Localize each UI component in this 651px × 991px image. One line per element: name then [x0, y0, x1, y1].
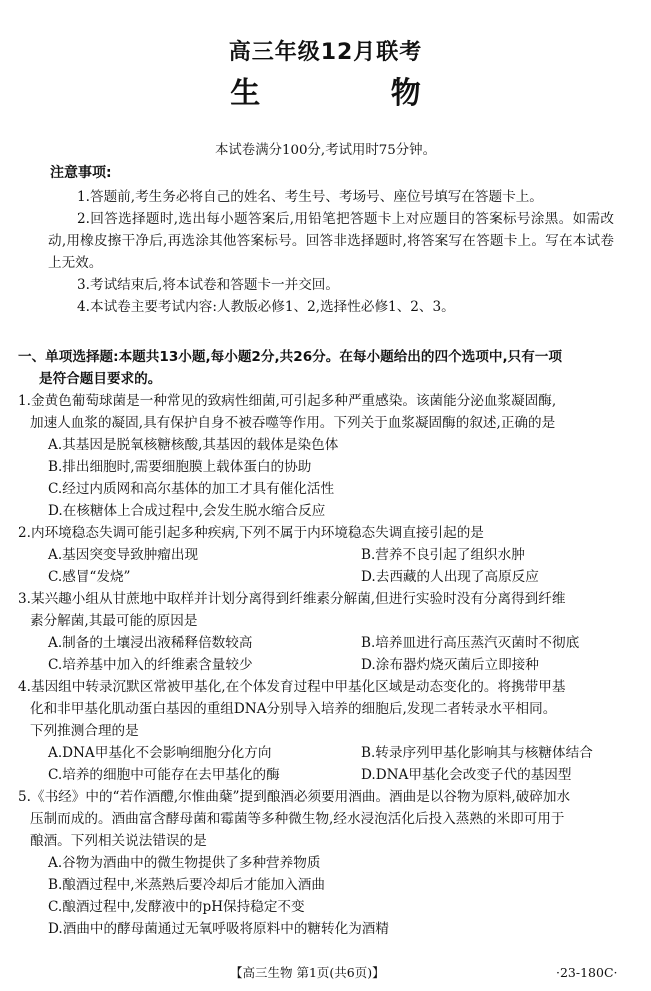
option-row [18, 544, 632, 566]
option-row [18, 742, 632, 764]
option-row [18, 764, 632, 786]
notice-block [48, 162, 614, 318]
option: D.DNA甲基化会改变子代的基因型 [361, 767, 572, 783]
stem-line: 2.内环境稳态失调可能引起多种疾病,下列不属于内环境稳态失调直接引起的是 [18, 525, 484, 541]
section-title-line: 是符合题目要求的。 [39, 371, 162, 387]
stem-line: 素分解菌,其最可能的原因是 [30, 613, 198, 629]
option: B.酿酒过程中,米蒸熟后要冷却后才能加入酒曲 [48, 877, 325, 893]
option: C.感冒“发烧” [48, 569, 131, 585]
exam-meta: 本试卷满分100分,考试用时75分钟。 [215, 143, 436, 158]
notice-heading: 注意事项: [50, 165, 112, 181]
question-stem [18, 588, 632, 632]
section-title [18, 346, 632, 390]
notice-item: 2.回答选择题时,选出每小题答案后,用铅笔把答题卡上对应题目的答案标号涂黑。如需改动,用橡皮擦干净后,再选涂其他答案标号。回答非选择题时,将答案写在答题卡上。写在本试卷上无效。 [48, 211, 614, 271]
question-3 [18, 588, 632, 676]
option: B.排出细胞时,需要细胞膜上载体蛋白的协助 [48, 459, 312, 475]
footer-code: ·23-180C· [556, 965, 618, 980]
question-stem [18, 786, 632, 852]
notice-item: 4.本试卷主要考试内容:人教版必修1、2,选择性必修1、2、3。 [77, 299, 455, 315]
stem-line: 压制而成的。酒曲富含酵母菌和霉菌等多种微生物,经水浸泡活化后投入蒸熟的米即可用于 [30, 811, 565, 827]
question-stem [18, 522, 632, 544]
question-stem [18, 390, 632, 434]
stem-line: 酿酒。下列相关说法错误的是 [30, 833, 207, 849]
option: A.基因突变导致肿瘤出现 [48, 547, 199, 563]
notice-item: 3.考试结束后,将本试卷和答题卡一并交回。 [77, 277, 339, 293]
section-single-choice [18, 346, 632, 940]
question-2 [18, 522, 632, 588]
option: A.其基因是脱氧核糖核酸,其基因的载体是染色体 [48, 437, 339, 453]
stem-line: 5.《书经》中的“若作酒醴,尔惟曲蘖”提到酿酒必须要用酒曲。酒曲是以谷物为原料,破碎加水 [18, 789, 571, 805]
stem-line: 1.金黄色葡萄球菌是一种常见的致病性细菌,可引起多种严重感染。该菌能分泌血浆凝固酶, [18, 393, 557, 409]
stem-line: 3.某兴趣小组从甘蔗地中取样并计划分离得到纤维素分解菌,但进行实验时没有分离得到纤维 [18, 591, 566, 607]
footer-page-info: 【高三生物 第1页(共6页)】 [230, 965, 385, 980]
stem-line: 化和非甲基化肌动蛋白基因的重组DNA分别导入培养的细胞后,发现二者转录水平相同。 [30, 701, 557, 717]
option-row [18, 654, 632, 676]
option-row [18, 632, 632, 654]
question-4 [18, 676, 632, 786]
subject-title: 生 物 [230, 76, 481, 111]
option: B.转录序列甲基化影响其与核糖体结合 [361, 745, 593, 761]
option: A.谷物为酒曲中的微生物提供了多种营养物质 [48, 855, 321, 871]
question-5 [18, 786, 632, 940]
option: D.涂布器灼烧灭菌后立即接种 [361, 657, 539, 673]
option: C.酿酒过程中,发酵液中的pH保持稳定不变 [48, 899, 305, 915]
option: A.制备的土壤浸出液稀释倍数较高 [48, 635, 253, 651]
stem-line: 下列推测合理的是 [30, 723, 139, 739]
stem-line: 4.基因组中转录沉默区常被甲基化,在个体发育过程中甲基化区域是动态变化的。将携带甲基 [18, 679, 566, 695]
option: C.培养的细胞中可能存在去甲基化的酶 [48, 767, 280, 783]
notice-item: 1.答题前,考生务必将自己的姓名、考生号、考场号、座位号填写在答题卡上。 [77, 189, 543, 205]
question-1 [18, 390, 632, 522]
option: C.经过内质网和高尔基体的加工才具有催化活性 [48, 481, 335, 497]
option: B.培养皿进行高压蒸汽灭菌时不彻底 [361, 635, 580, 651]
option: D.酒曲中的酵母菌通过无氧呼吸将原料中的糖转化为酒精 [48, 921, 389, 937]
question-stem [18, 676, 632, 742]
option: C.培养基中加入的纤维素含量较少 [48, 657, 253, 673]
section-title-line: 一、单项选择题:本题共13小题,每小题2分,共26分。在每小题给出的四个选项中,只有一项 [18, 349, 562, 365]
option: D.在核糖体上合成过程中,会发生脱水缩合反应 [48, 503, 326, 519]
stem-line: 加速人血浆的凝固,具有保护自身不被吞噬等作用。下列关于血浆凝固酶的叙述,正确的是 [30, 415, 556, 431]
option: D.去西藏的人出现了高原反应 [361, 569, 539, 585]
option: A.DNA甲基化不会影响细胞分化方向 [48, 745, 272, 761]
option-row [18, 566, 632, 588]
option: B.营养不良引起了组织水肿 [361, 547, 525, 563]
exam-title: 高三年级12月联考 [228, 40, 423, 65]
